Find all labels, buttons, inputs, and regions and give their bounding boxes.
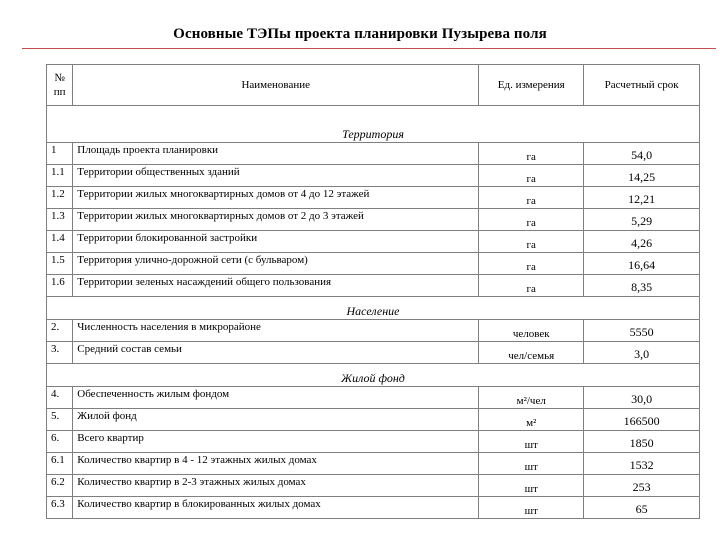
row-unit: га xyxy=(479,165,584,187)
row-unit: шт xyxy=(479,453,584,475)
row-name: Территории жилых многоквартирных домов от 4 до 12 этажей xyxy=(73,187,479,209)
row-name: Территории зеленых насаждений общего пользования xyxy=(73,275,479,297)
table-row xyxy=(47,231,700,253)
row-unit: га xyxy=(479,209,584,231)
row-value: 14,25 xyxy=(584,165,700,187)
table-row xyxy=(47,187,700,209)
row-unit: м² xyxy=(479,409,584,431)
row-unit: га xyxy=(479,231,584,253)
table-row xyxy=(47,497,700,519)
row-unit: человек xyxy=(479,320,584,342)
section-row-territory xyxy=(47,106,700,143)
row-value: 8,35 xyxy=(584,275,700,297)
table-row xyxy=(47,453,700,475)
row-value: 166500 xyxy=(584,409,700,431)
row-value: 12,21 xyxy=(584,187,700,209)
section-title-population: Население xyxy=(47,297,700,320)
header-value: Расчетный срок xyxy=(584,65,700,106)
row-value: 30,0 xyxy=(584,387,700,409)
row-name: Территории общественных зданий xyxy=(73,165,479,187)
row-name: Территория улично-дорожной сети (с бульваром) xyxy=(73,253,479,275)
header-num-label-2: пп xyxy=(53,86,66,98)
row-name: Количество квартир в 2-3 этажных жилых домах xyxy=(73,475,479,497)
row-unit: шт xyxy=(479,431,584,453)
row-value: 1850 xyxy=(584,431,700,453)
row-unit: чел/семья xyxy=(479,342,584,364)
row-num: 1.3 xyxy=(47,209,73,231)
table-row xyxy=(47,275,700,297)
row-num: 4. xyxy=(47,387,73,409)
row-unit: га xyxy=(479,253,584,275)
row-value: 1532 xyxy=(584,453,700,475)
header-unit: Ед. измерения xyxy=(479,65,584,106)
row-num: 1.6 xyxy=(47,275,73,297)
section-row-housing xyxy=(47,364,700,387)
row-value: 253 xyxy=(584,475,700,497)
row-name: Всего квартир xyxy=(73,431,479,453)
row-name: Жилой фонд xyxy=(73,409,479,431)
row-num: 6.2 xyxy=(47,475,73,497)
section-row-population xyxy=(47,297,700,320)
table-row xyxy=(47,253,700,275)
header-name: Наименование xyxy=(73,65,479,106)
table-header-row xyxy=(47,65,700,106)
row-unit: м²/чел xyxy=(479,387,584,409)
row-num: 6.1 xyxy=(47,453,73,475)
row-name: Обеспеченность жилым фондом xyxy=(73,387,479,409)
title-divider xyxy=(22,48,716,49)
row-num: 5. xyxy=(47,409,73,431)
row-num: 2. xyxy=(47,320,73,342)
row-num: 1 xyxy=(47,143,73,165)
table-row xyxy=(47,409,700,431)
row-name: Средний состав семьи xyxy=(73,342,479,364)
row-unit: шт xyxy=(479,475,584,497)
row-name: Количество квартир в блокированных жилых домах xyxy=(73,497,479,519)
row-num: 1.1 xyxy=(47,165,73,187)
row-name: Территории блокированной застройки xyxy=(73,231,479,253)
row-num: 1.4 xyxy=(47,231,73,253)
page-title: Основные ТЭПы проекта планировки Пузырева поля xyxy=(173,26,547,42)
row-value: 54,0 xyxy=(584,143,700,165)
section-title-territory: Территория xyxy=(47,106,700,143)
section-title-housing: Жилой фонд xyxy=(47,364,700,387)
header-num xyxy=(47,65,73,106)
table-row xyxy=(47,320,700,342)
table-row xyxy=(47,143,700,165)
table-row xyxy=(47,342,700,364)
table-row xyxy=(47,165,700,187)
table-row xyxy=(47,475,700,497)
row-value: 3,0 xyxy=(584,342,700,364)
row-name: Площадь проекта планировки xyxy=(73,143,479,165)
row-unit: га xyxy=(479,275,584,297)
row-num: 1.5 xyxy=(47,253,73,275)
row-num: 1.2 xyxy=(47,187,73,209)
row-value: 4,26 xyxy=(584,231,700,253)
table-row xyxy=(47,209,700,231)
row-unit: га xyxy=(479,143,584,165)
row-value: 65 xyxy=(584,497,700,519)
row-name: Количество квартир в 4 - 12 этажных жилых домах xyxy=(73,453,479,475)
row-num: 6. xyxy=(47,431,73,453)
row-unit: шт xyxy=(479,497,584,519)
header-num-label: № xyxy=(54,72,65,84)
row-value: 16,64 xyxy=(584,253,700,275)
row-num: 6.3 xyxy=(47,497,73,519)
row-value: 5,29 xyxy=(584,209,700,231)
row-unit: га xyxy=(479,187,584,209)
row-num: 3. xyxy=(47,342,73,364)
table-row xyxy=(47,431,700,453)
table-row xyxy=(47,387,700,409)
row-name: Территории жилых многоквартирных домов от 2 до 3 этажей xyxy=(73,209,479,231)
row-value: 5550 xyxy=(584,320,700,342)
tep-table xyxy=(46,64,700,519)
row-name: Численность населения в микрорайоне xyxy=(73,320,479,342)
